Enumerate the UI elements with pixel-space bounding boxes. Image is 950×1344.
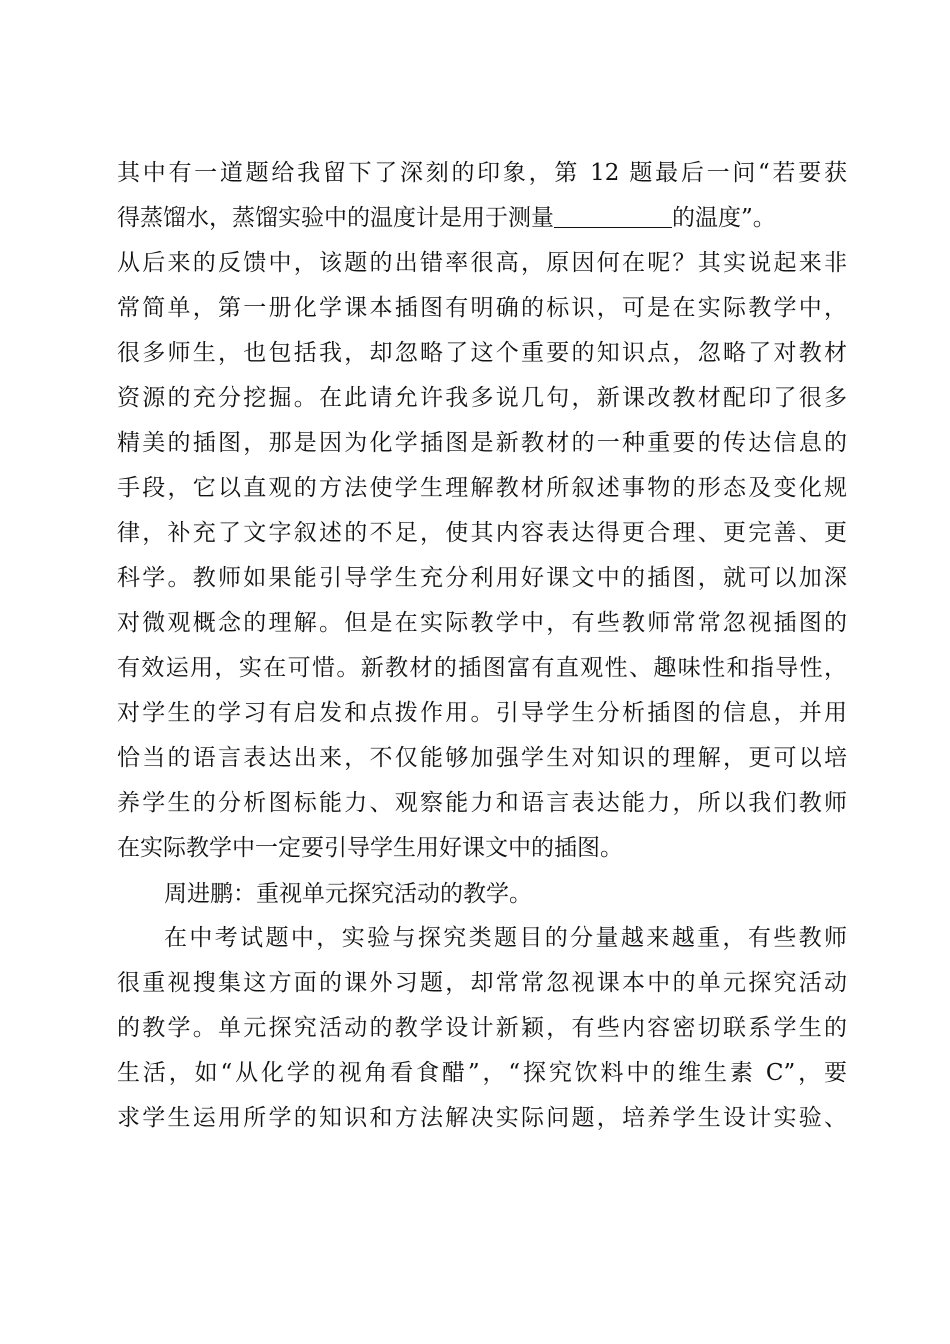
section-heading: [164, 878, 847, 908]
paragraph-line-with-blank: [117, 203, 847, 233]
heading-text: 重视单元探究活动的教学。: [256, 881, 532, 907]
paragraph-line: 在中考试题中，实验与探究类题目的分量越来越重，有些教师: [164, 925, 847, 951]
line-text: 的温度”。: [672, 205, 776, 231]
paragraph-line: 生活，如“从化学的视角看食醋”，“探究饮料中的维生素 C”，要: [117, 1060, 847, 1086]
paragraph-line: 手段，它以直观的方法使学生理解教材所叙述事物的形态及变化规: [117, 475, 847, 501]
paragraph-line: 在实际教学中一定要引导学生用好课文中的插图。: [117, 835, 623, 861]
paragraph-line: 很重视搜集这方面的课外习题，却常常忽视课本中的单元探究活动: [117, 970, 847, 996]
paragraph-line: 有效运用，实在可惜。新教材的插图富有直观性、趣味性和指导性，: [117, 655, 847, 681]
paragraph-line: 很多师生，也包括我，却忽略了这个重要的知识点，忽略了对教材: [117, 340, 847, 366]
paragraph-line: 精美的插图，那是因为化学插图是新教材的一种重要的传达信息的: [117, 430, 847, 456]
paragraph-line: 从后来的反馈中，该题的出错率很高，原因何在呢？其实说起来非: [117, 250, 847, 276]
paragraph-line: 科学。教师如果能引导学生充分利用好课文中的插图，就可以加深: [117, 565, 847, 591]
paragraph-line: 恰当的语言表达出来，不仅能够加强学生对知识的理解，更可以培: [117, 745, 847, 771]
answer-blank: [554, 203, 672, 228]
paragraph-line: 的教学。单元探究活动的教学设计新颖，有些内容密切联系学生的: [117, 1015, 847, 1041]
paragraph-line: 求学生运用所学的知识和方法解决实际问题，培养学生设计实验、: [117, 1105, 847, 1131]
paragraph-line: 对学生的学习有启发和点拨作用。引导学生分析插图的信息，并用: [117, 700, 847, 726]
paragraph-line: 资源的充分挖掘。在此请允许我多说几句，新课改教材配印了很多: [117, 385, 847, 411]
paragraph-line: 其中有一道题给我留下了深刻的印象，第 12 题最后一问“若要获: [117, 160, 847, 186]
speaker-name: 周进鹏：: [164, 880, 256, 906]
paragraph-line: 对微观概念的理解。但是在实际教学中，有些教师常常忽视插图的: [117, 610, 847, 636]
paragraph-line: 养学生的分析图标能力、观察能力和语言表达能力，所以我们教师: [117, 790, 847, 816]
paragraph-line: 常简单，第一册化学课本插图有明确的标识，可是在实际教学中，: [117, 295, 847, 321]
line-text: 得蒸馏水，蒸馏实验中的温度计是用于测量: [117, 205, 554, 231]
paragraph-line: 律，补充了文字叙述的不足，使其内容表达得更合理、更完善、更: [117, 520, 847, 546]
